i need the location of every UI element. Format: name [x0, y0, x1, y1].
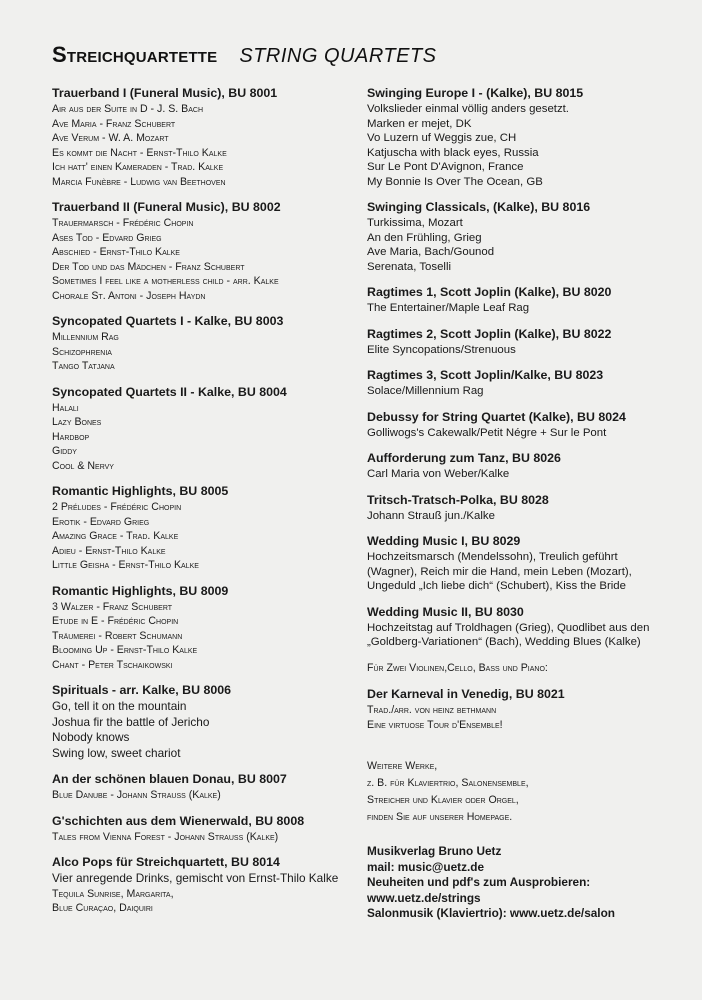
entry-line: 3 Walzer - Franz Schubert — [52, 600, 173, 613]
more-works-line: z. B. für Klaviertrio, Salonensemble, — [367, 777, 529, 789]
catalog-entry — [367, 285, 677, 316]
entry-line: Etude in E - Frédéric Chopin — [52, 615, 179, 627]
catalog-entry — [367, 368, 677, 399]
entry-line: Hardbop — [52, 430, 90, 443]
entry-line: Erotik - Edvard Grieg — [52, 515, 150, 528]
piano-note — [367, 661, 677, 676]
entry-line: Blooming Up - Ernst-Thilo Kalke — [52, 644, 198, 656]
entry-line: Katjuscha with black eyes, Russia — [367, 146, 539, 159]
email-link[interactable]: mail: music@uetz.de — [367, 859, 485, 874]
entry-title: An der schönen blauen Donau, BU 8007 — [52, 772, 287, 786]
entry-title: Ragtimes 2, Scott Joplin (Kalke), BU 8022 — [367, 326, 612, 341]
entry-line: Schizophrenia — [52, 345, 112, 358]
catalog-entry — [52, 200, 352, 303]
catalog-entry — [52, 772, 352, 803]
catalog-entry — [367, 605, 677, 650]
entry-line: Abschied - Ernst-Thilo Kalke — [52, 246, 180, 258]
entry-line: Hochzeitsmarsch (Mendelssohn), Treulich geführt — [367, 551, 618, 563]
entry-line: Air aus der Suite in D - J. S. Bach — [52, 103, 204, 115]
entry-title: Syncopated Quartets II - Kalke, BU 8004 — [52, 384, 287, 399]
entry-line: Nobody knows — [52, 730, 130, 744]
entry-title: Swinging Europe I - (Kalke), BU 8015 — [367, 86, 584, 100]
entry-title: Romantic Highlights, BU 8009 — [52, 583, 229, 598]
entry-line: Vo Luzern uf Weggis zue, CH — [367, 132, 517, 144]
entry-line: Go, tell it on the mountain — [52, 699, 187, 713]
entry-line: Amazing Grace - Trad. Kalke — [52, 530, 179, 542]
entry-line: Es kommt die Nacht - Ernst-Thilo Kalke — [52, 146, 227, 159]
entry-line: Joshua fir the battle of Jericho — [52, 714, 210, 729]
entry-line: Der Tod und das Mädchen - Franz Schubert — [52, 260, 245, 273]
catalog-entry — [367, 493, 677, 524]
left-column — [52, 86, 352, 927]
entry-line: Ave Verum - W. A. Mozart — [52, 132, 169, 144]
entry-line: Swing low, sweet chariot — [52, 745, 181, 760]
catalog-entry — [52, 814, 352, 845]
karneval-line: Trad./arr. von heinz bethmann — [367, 704, 497, 716]
entry-line: Ave Maria - Franz Schubert — [52, 117, 176, 130]
entry-line: Tango Tatjana — [52, 360, 115, 372]
right-column — [367, 86, 677, 922]
entry-title: Aufforderung zum Tanz, BU 8026 — [367, 451, 561, 465]
entry-line: Volkslieder einmal völlig anders gesetzt. — [367, 103, 569, 115]
entry-line: My Bonnie Is Over The Ocean, GB — [367, 175, 543, 188]
catalog-entry — [52, 683, 352, 761]
entry-title: Trauerband I (Funeral Music), BU 8001 — [52, 86, 278, 100]
karneval-section — [367, 687, 677, 732]
entry-line: Adieu - Ernst-Thilo Kalke — [52, 544, 166, 557]
entry-title: Romantic Highlights, BU 8005 — [52, 484, 229, 498]
entry-line: Hochzeitstag auf Troldhagen (Grieg), Quodlibet aus den — [367, 621, 650, 634]
entry-line: Halali — [52, 401, 79, 414]
entry-line: Blue Curaçao, Daiquiri — [52, 902, 153, 914]
entry-title: Swinging Classicals, (Kalke), BU 8016 — [367, 200, 591, 214]
entry-line: An den Frühling, Grieg — [367, 231, 482, 244]
more-works-line: Streicher und Klavier oder Orgel, — [367, 794, 519, 806]
entry-line: Little Geisha - Ernst-Thilo Kalke — [52, 559, 199, 571]
entry-line: Chorale St. Antoni - Joseph Haydn — [52, 289, 206, 302]
entry-title: Alco Pops für Streichquartett, BU 8014 — [52, 855, 280, 869]
entry-title: Ragtimes 3, Scott Joplin/Kalke, BU 8023 — [367, 368, 604, 382]
entry-line: Golliwogs's Cakewalk/Petit Négre + Sur le Pont — [367, 426, 607, 439]
karneval-line: Eine virtuose Tour d'Ensemble! — [367, 718, 503, 731]
entry-line: Sometimes I feel like a motherless child - arr. Kalke — [52, 275, 279, 287]
publisher-name: Musikverlag Bruno Uetz — [367, 844, 502, 858]
entry-line: Tequila Sunrise, Margarita, — [52, 887, 174, 900]
entry-line: Vier anregende Drinks, gemischt von Ernst-Thilo Kalke — [52, 871, 339, 885]
entry-line: Marken er mejet, DK — [367, 117, 472, 130]
contact-block — [367, 844, 677, 922]
catalog-entry — [52, 855, 352, 916]
entry-title: Wedding Music II, BU 8030 — [367, 604, 524, 619]
entry-line: Elite Syncopations/Strenuous — [367, 343, 516, 356]
entry-title: Ragtimes 1, Scott Joplin (Kalke), BU 8020 — [367, 285, 612, 299]
salon-url-link[interactable]: Salonmusik (Klaviertrio): www.uetz.de/salon — [367, 906, 615, 920]
entry-line: Giddy — [52, 445, 77, 457]
catalog-entry — [367, 327, 677, 358]
entry-line: „Goldberg-Variationen“ (Bach), Wedding Blues (Kalke) — [367, 636, 641, 648]
entry-title: Spirituals - arr. Kalke, BU 8006 — [52, 683, 232, 697]
entry-line: Ave Maria, Bach/Gounod — [367, 246, 495, 258]
strings-url-link[interactable]: www.uetz.de/strings — [367, 890, 481, 905]
novelties-note: Neuheiten und pdf's zum Ausprobieren: — [367, 875, 591, 889]
entry-line: Solace/Millennium Rag — [367, 385, 484, 397]
entry-title: Debussy for String Quartet (Kalke), BU 8024 — [367, 409, 626, 424]
entry-line: Turkissima, Mozart — [367, 217, 463, 229]
entry-line: Sur Le Pont D'Avignon, France — [367, 161, 524, 173]
entry-line: Ungeduld „Ich liebe dich“ (Schubert), Kiss the Bride — [367, 580, 626, 592]
entry-line: Serenata, Toselli — [367, 260, 452, 273]
karneval-title: Der Karneval in Venedig, BU 8021 — [367, 687, 565, 701]
more-works-line: finden Sie auf unserer Homepage. — [367, 811, 513, 823]
page-subtitle: STRING QUARTETS — [239, 45, 437, 67]
entry-line: The Entertainer/Maple Leaf Rag — [367, 302, 530, 314]
more-works-line: Weitere Werke, — [367, 760, 438, 772]
entry-line: Tales from Vienna Forest - Johann Strauß (Kalke) — [52, 830, 279, 843]
piano-note-text: Für Zwei Violinen,Cello, Bass und Piano: — [367, 661, 548, 674]
catalog-entry — [367, 451, 677, 482]
entry-line: Träumerei - Robert Schumann — [52, 629, 183, 642]
catalog-entry — [367, 86, 677, 189]
entry-line: 2 Préludes - Frédéric Chopin — [52, 501, 182, 513]
catalog-entry — [52, 86, 352, 189]
entry-line: Johann Strauß jun./Kalke — [367, 509, 495, 522]
page-header — [52, 42, 437, 68]
catalog-entry — [52, 484, 352, 573]
entry-title: Trauerband II (Funeral Music), BU 8002 — [52, 200, 281, 214]
entry-line: Blue Danube - Johann Strauß (Kalke) — [52, 789, 221, 801]
entry-title: Tritsch-Tratsch-Polka, BU 8028 — [367, 492, 549, 507]
entry-title: Wedding Music I, BU 8029 — [367, 534, 521, 548]
entry-line: Marcia Funèbre - Ludwig van Beethoven — [52, 175, 226, 188]
catalog-entry — [367, 534, 677, 594]
entry-title: G'schichten aus dem Wienerwald, BU 8008 — [52, 813, 305, 828]
page-title: Streichquartette — [52, 42, 218, 67]
catalog-entry — [52, 385, 352, 474]
entry-line: Trauermarsch - Frédéric Chopin — [52, 217, 194, 229]
entry-title: Syncopated Quartets I - Kalke, BU 8003 — [52, 314, 284, 328]
entry-line: Ases Tod - Edvard Grieg — [52, 231, 162, 244]
entry-line: Cool & Nervy — [52, 459, 114, 472]
catalog-entry — [52, 584, 352, 673]
catalog-entry — [52, 314, 352, 374]
entry-line: Chant - Peter Tschaikowski — [52, 658, 173, 671]
entry-line: Ich hatt' einen Kameraden - Trad. Kalke — [52, 161, 224, 173]
entry-line: Millennium Rag — [52, 331, 119, 343]
entry-line: Carl Maria von Weber/Kalke — [367, 468, 510, 480]
catalog-entry — [367, 410, 677, 441]
catalog-entry — [367, 200, 677, 274]
entry-line: Lazy Bones — [52, 416, 102, 428]
more-works-note — [367, 758, 677, 826]
entry-line: (Wagner), Reich mir die Hand, mein Leben (Mozart), — [367, 565, 632, 578]
